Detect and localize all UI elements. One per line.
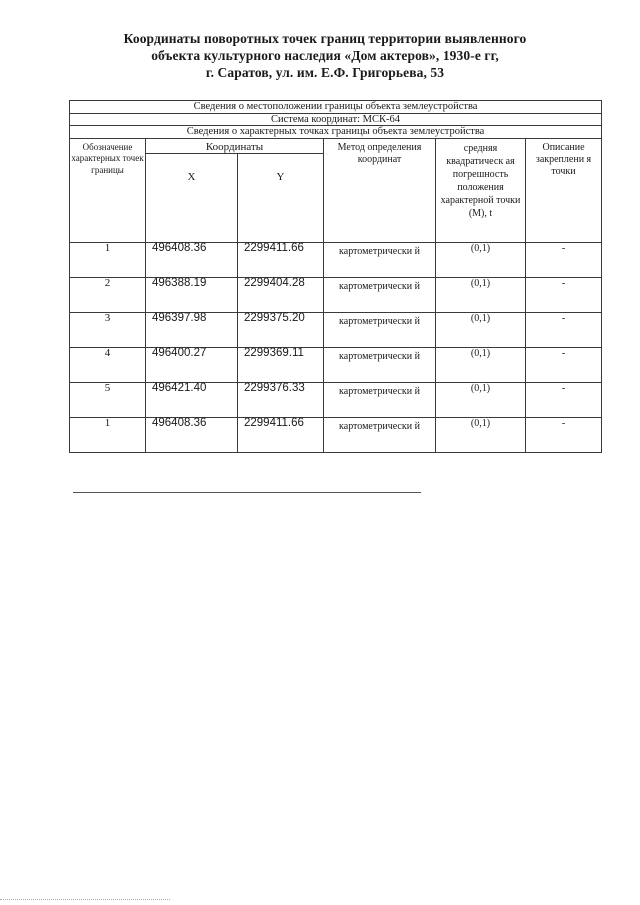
cell-method: картометрически й (324, 417, 436, 452)
cell-y: 2299411.66 (238, 417, 324, 452)
cell-error: (0,1) (436, 382, 526, 417)
cell-x: 496408.36 (146, 417, 238, 452)
table-row (70, 242, 602, 277)
band-location-info: Сведения о местоположении границы объекта землеустройства (70, 101, 602, 114)
cell-description: - (526, 277, 602, 312)
table-row (70, 277, 602, 312)
title-line-1: Координаты поворотных точек границ территории выявленного (123, 31, 527, 46)
header-coordinates: Координаты (146, 138, 324, 153)
header-y: Y (238, 153, 324, 242)
cell-error: (0,1) (436, 417, 526, 452)
header-x: X (146, 153, 238, 242)
band-coordinate-system: Система координат: МСК-64 (70, 113, 602, 126)
cell-method: картометрически й (324, 382, 436, 417)
cell-x: 496397.98 (146, 312, 238, 347)
cell-description: - (526, 417, 602, 452)
table-row (70, 417, 602, 452)
cell-y: 2299369.11 (238, 347, 324, 382)
header-method: Метод определения координат (324, 138, 436, 242)
cell-method: картометрически й (324, 277, 436, 312)
title-line-2: объекта культурного наследия «Дом актеров», 1930-е гг, (151, 48, 499, 63)
table-row (70, 312, 602, 347)
header-point-label: Обозначение характерных точек границы (70, 138, 146, 242)
cell-point: 4 (70, 347, 146, 382)
cell-method: картометрически й (324, 347, 436, 382)
cell-y: 2299375.20 (238, 312, 324, 347)
cell-method: картометрически й (324, 242, 436, 277)
cell-point: 1 (70, 417, 146, 452)
coordinates-table (69, 100, 602, 453)
cell-method: картометрически й (324, 312, 436, 347)
cell-x: 496400.27 (146, 347, 238, 382)
cell-point: 5 (70, 382, 146, 417)
cell-description: - (526, 382, 602, 417)
signature-line (73, 492, 421, 493)
cell-description: - (526, 242, 602, 277)
cell-point: 1 (70, 242, 146, 277)
cell-y: 2299404.28 (238, 277, 324, 312)
cell-description: - (526, 312, 602, 347)
footer-dotted-line (0, 899, 170, 900)
cell-y: 2299411.66 (238, 242, 324, 277)
document-title (60, 30, 590, 81)
cell-x: 496421.40 (146, 382, 238, 417)
cell-description: - (526, 347, 602, 382)
cell-error: (0,1) (436, 242, 526, 277)
header-mean-error: средняя квадратическ ая погрешность положения характерной точки (М), t (436, 138, 526, 242)
cell-y: 2299376.33 (238, 382, 324, 417)
title-line-3: г. Саратов, ул. им. Е.Ф. Григорьева, 53 (205, 65, 445, 80)
header-description: Описание закреплени я точки (526, 138, 602, 242)
cell-x: 496388.19 (146, 277, 238, 312)
table-row (70, 347, 602, 382)
band-points-info: Сведения о характерных точках границы объекта землеустройства (70, 126, 602, 139)
cell-point: 3 (70, 312, 146, 347)
cell-x: 496408.36 (146, 242, 238, 277)
cell-point: 2 (70, 277, 146, 312)
table-row (70, 382, 602, 417)
cell-error: (0,1) (436, 277, 526, 312)
cell-error: (0,1) (436, 312, 526, 347)
cell-error: (0,1) (436, 347, 526, 382)
